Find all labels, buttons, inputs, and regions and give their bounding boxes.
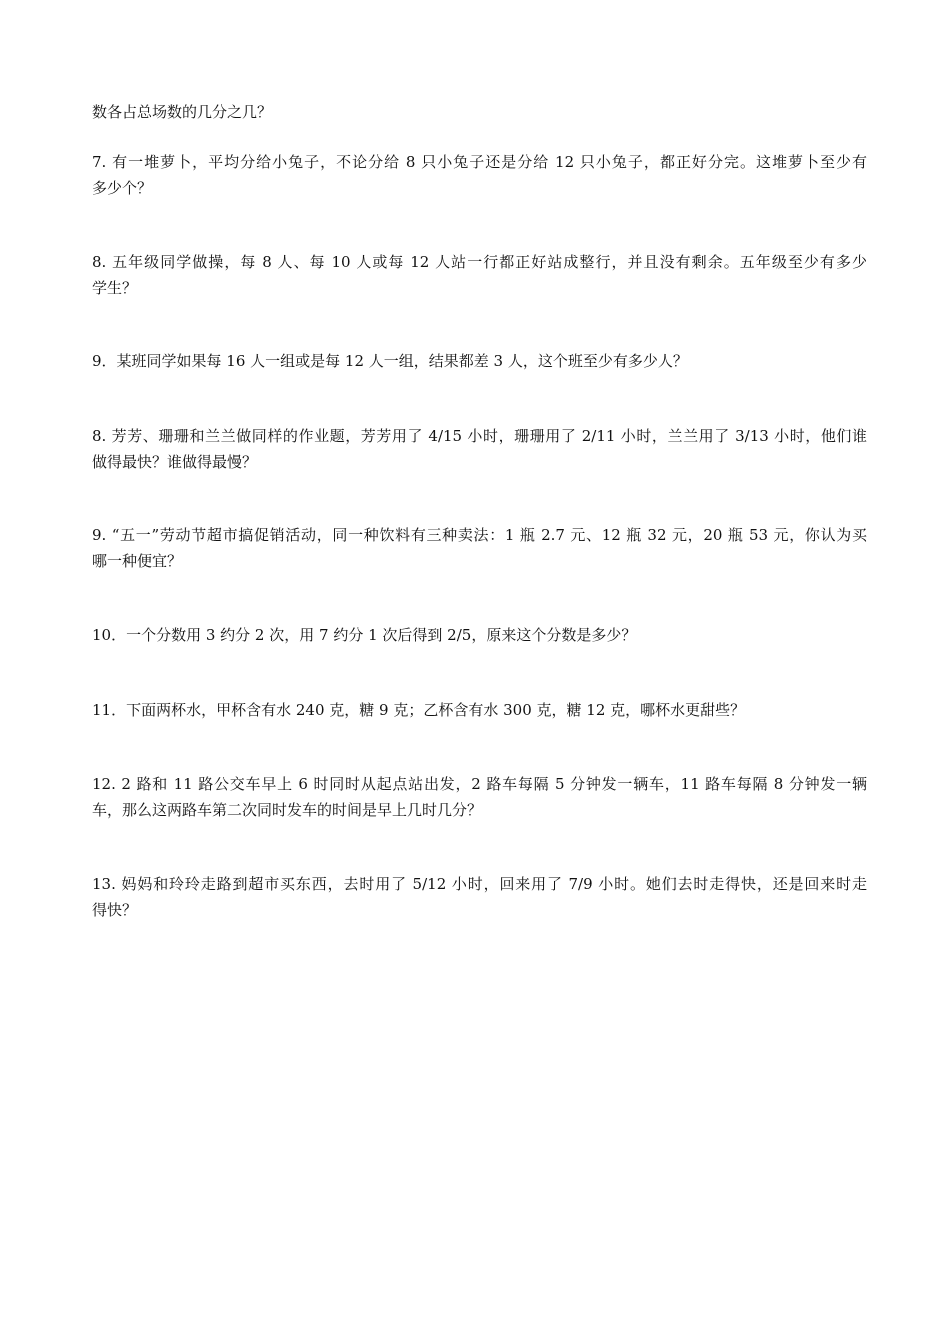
problem-8-exercise-line-2: 学生？	[92, 279, 138, 297]
problem-9-group: 9．某班同学如果每 16 人一组或是每 12 人一组，结果都差 3 人，这个班至少有多少人？	[92, 352, 688, 370]
problem-7-line-1: 7. 有一堆萝卜，平均分给小兔子，不论分给 8 只小兔子还是分给 12 只小兔子，都正好分完。这堆萝卜至少有	[92, 153, 867, 171]
problem-13-line-2: 得快？	[92, 901, 138, 919]
problem-8-exercise-line-1: 8. 五年级同学做操，每 8 人、每 10 人或每 12 人站一行都正好站成整行，并且没有剩余。五年级至少有多少	[92, 253, 867, 271]
problem-12-line-2: 车，那么这两路车第二次同时发车的时间是早上几时几分？	[92, 801, 483, 819]
problem-9-promotion-line-2: 哪一种便宜？	[92, 552, 183, 570]
problem-8-homework-line-1: 8. 芳芳、珊珊和兰兰做同样的作业题，芳芳用了 4/15 小时，珊珊用了 2/11 小时，兰兰用了 3/13 小时，他们谁	[92, 427, 867, 445]
problem-8-homework-line-2: 做得最快？谁做得最慢？	[92, 453, 258, 471]
problem-6-tail: 数各占总场数的几分之几？	[92, 103, 273, 121]
problem-12-line-1: 12. 2 路和 11 路公交车早上 6 时同时从起点站出发，2 路车每隔 5 分钟发一辆车，11 路车每隔 8 分钟发一辆	[92, 775, 867, 793]
problem-13-line-1: 13. 妈妈和玲玲走路到超市买东西，去时用了 5/12 小时，回来用了 7/9 小时。她们去时走得快，还是回来时走	[92, 875, 867, 893]
problem-7-line-2: 多少个？	[92, 179, 153, 197]
problem-10: 10．一个分数用 3 约分 2 次，用 7 约分 1 次后得到 2/5，原来这个分数是多少？	[92, 626, 637, 644]
problem-11: 11．下面两杯水，甲杯含有水 240 克，糖 9 克；乙杯含有水 300 克，糖 12 克，哪杯水更甜些？	[92, 701, 746, 719]
problem-9-promotion-line-1: 9. “五一”劳动节超市搞促销活动，同一种饮料有三种卖法：1 瓶 2.7 元、12 瓶 32 元，20 瓶 53 元，你认为买	[92, 526, 867, 544]
